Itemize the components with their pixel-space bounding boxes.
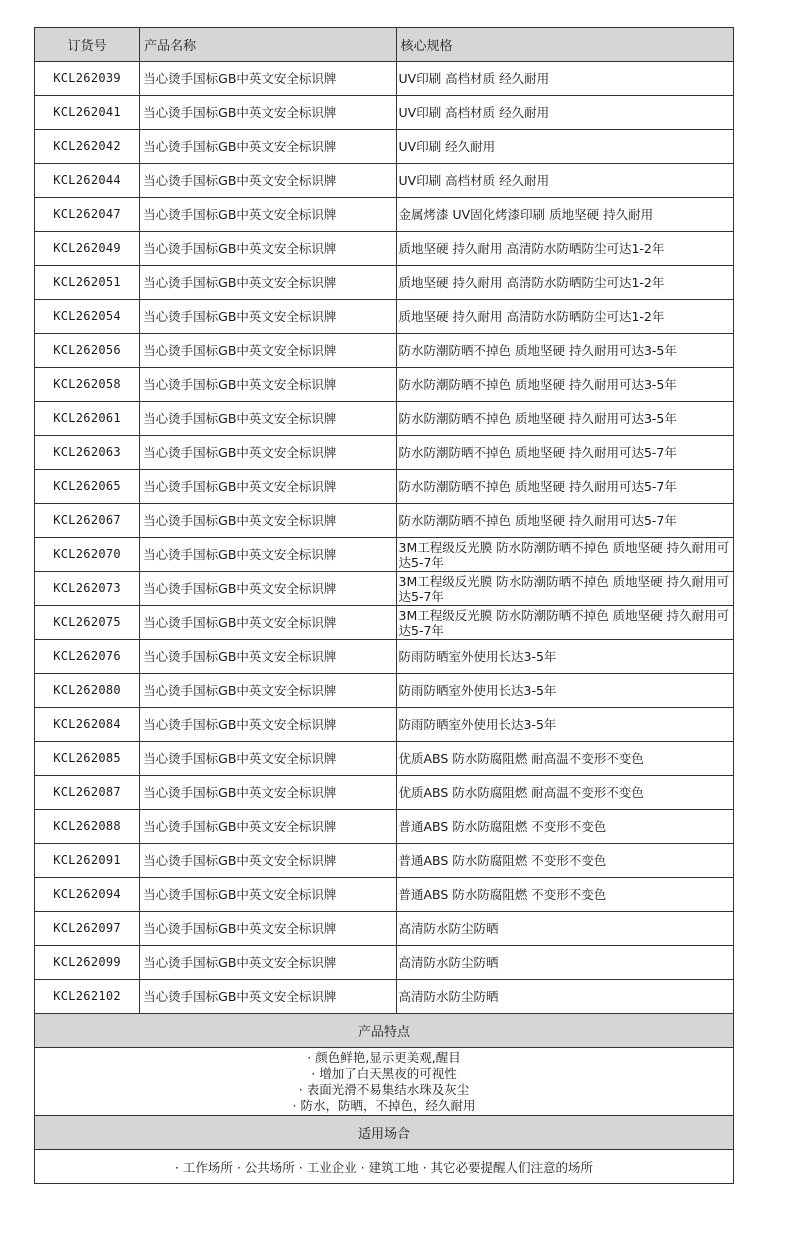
order-number-cell: KCL262065 (35, 470, 140, 504)
core-spec-cell: UV印刷 经久耐用 (396, 130, 734, 164)
table-row (35, 572, 734, 606)
column-header-product-name: 产品名称 (140, 28, 396, 62)
order-number-cell: KCL262084 (35, 708, 140, 742)
table-row (35, 436, 734, 470)
core-spec-cell: 防水防潮防晒不掉色 质地坚硬 持久耐用可达5-7年 (396, 436, 734, 470)
product-name-cell: 当心烫手国标GB中英文安全标识牌 (140, 130, 396, 164)
product-table (34, 27, 734, 1184)
order-number-cell: KCL262054 (35, 300, 140, 334)
order-number-cell: KCL262088 (35, 810, 140, 844)
table-row (35, 198, 734, 232)
table-row (35, 266, 734, 300)
table-row (35, 62, 734, 96)
product-name-cell: 当心烫手国标GB中英文安全标识牌 (140, 470, 396, 504)
table-row (35, 844, 734, 878)
order-number-cell: KCL262070 (35, 538, 140, 572)
order-number-cell: KCL262049 (35, 232, 140, 266)
product-name-cell: 当心烫手国标GB中英文安全标识牌 (140, 844, 396, 878)
core-spec-cell: 3M工程级反光膜 防水防潮防晒不掉色 质地坚硬 持久耐用可达5-7年 (396, 572, 734, 606)
product-name-cell: 当心烫手国标GB中英文安全标识牌 (140, 402, 396, 436)
product-name-cell: 当心烫手国标GB中英文安全标识牌 (140, 334, 396, 368)
product-name-cell: 当心烫手国标GB中英文安全标识牌 (140, 606, 396, 640)
order-number-cell: KCL262102 (35, 980, 140, 1014)
core-spec-cell: 普通ABS 防水防腐阻燃 不变形不变色 (396, 878, 734, 912)
table-row (35, 674, 734, 708)
core-spec-cell: UV印刷 高档材质 经久耐用 (396, 62, 734, 96)
order-number-cell: KCL262042 (35, 130, 140, 164)
order-number-cell: KCL262067 (35, 504, 140, 538)
order-number-cell: KCL262051 (35, 266, 140, 300)
core-spec-cell: 防雨防晒室外使用长达3-5年 (396, 640, 734, 674)
table-row (35, 538, 734, 572)
product-name-cell: 当心烫手国标GB中英文安全标识牌 (140, 62, 396, 96)
table-row (35, 470, 734, 504)
feature-item: · 防水，防晒，不掉色，经久耐用 (292, 1097, 476, 1113)
product-name-cell: 当心烫手国标GB中英文安全标识牌 (140, 572, 396, 606)
core-spec-cell: 普通ABS 防水防腐阻燃 不变形不变色 (396, 810, 734, 844)
order-number-cell: KCL262097 (35, 912, 140, 946)
table-header-row (35, 28, 734, 62)
product-name-cell: 当心烫手国标GB中英文安全标识牌 (140, 912, 396, 946)
order-number-cell: KCL262058 (35, 368, 140, 402)
table-row (35, 776, 734, 810)
table-row (35, 742, 734, 776)
table-row (35, 640, 734, 674)
features-title-row (35, 1014, 734, 1048)
column-header-core-spec: 核心规格 (396, 28, 734, 62)
order-number-cell: KCL262087 (35, 776, 140, 810)
core-spec-cell: 质地坚硬 持久耐用 高清防水防晒防尘可达1-2年 (396, 266, 734, 300)
table-row (35, 878, 734, 912)
table-row (35, 232, 734, 266)
table-row (35, 708, 734, 742)
order-number-cell: KCL262044 (35, 164, 140, 198)
feature-item: · 颜色鲜艳,显示更美观,醒目 (307, 1049, 461, 1065)
product-name-cell: 当心烫手国标GB中英文安全标识牌 (140, 538, 396, 572)
product-name-cell: 当心烫手国标GB中英文安全标识牌 (140, 776, 396, 810)
product-name-cell: 当心烫手国标GB中英文安全标识牌 (140, 878, 396, 912)
table-row (35, 810, 734, 844)
core-spec-cell: 高清防水防尘防晒 (396, 980, 734, 1014)
core-spec-cell: 高清防水防尘防晒 (396, 946, 734, 980)
table-row (35, 368, 734, 402)
table-row (35, 504, 734, 538)
product-name-cell: 当心烫手国标GB中英文安全标识牌 (140, 232, 396, 266)
table-row (35, 606, 734, 640)
core-spec-cell: 防水防潮防晒不掉色 质地坚硬 持久耐用可达3-5年 (396, 402, 734, 436)
table-row (35, 334, 734, 368)
product-name-cell: 当心烫手国标GB中英文安全标识牌 (140, 504, 396, 538)
core-spec-cell: 3M工程级反光膜 防水防潮防晒不掉色 质地坚硬 持久耐用可达5-7年 (396, 538, 734, 572)
core-spec-cell: UV印刷 高档材质 经久耐用 (396, 96, 734, 130)
core-spec-cell: 金属烤漆 UV固化烤漆印刷 质地坚硬 持久耐用 (396, 198, 734, 232)
product-name-cell: 当心烫手国标GB中英文安全标识牌 (140, 742, 396, 776)
table-row (35, 164, 734, 198)
core-spec-cell: 普通ABS 防水防腐阻燃 不变形不变色 (396, 844, 734, 878)
table-row (35, 946, 734, 980)
table-row (35, 912, 734, 946)
order-number-cell: KCL262039 (35, 62, 140, 96)
core-spec-cell: 优质ABS 防水防腐阻燃 耐高温不变形不变色 (396, 776, 734, 810)
features-cell (35, 1048, 734, 1116)
order-number-cell: KCL262047 (35, 198, 140, 232)
core-spec-cell: 3M工程级反光膜 防水防潮防晒不掉色 质地坚硬 持久耐用可达5-7年 (396, 606, 734, 640)
order-number-cell: KCL262076 (35, 640, 140, 674)
order-number-cell: KCL262073 (35, 572, 140, 606)
core-spec-cell: 优质ABS 防水防腐阻燃 耐高温不变形不变色 (396, 742, 734, 776)
column-header-order-number: 订货号 (35, 28, 140, 62)
order-number-cell: KCL262080 (35, 674, 140, 708)
order-number-cell: KCL262075 (35, 606, 140, 640)
core-spec-cell: 质地坚硬 持久耐用 高清防水防晒防尘可达1-2年 (396, 300, 734, 334)
places-text: · 工作场所 · 公共场所 · 工业企业 · 建筑工地 · 其它必要提醒人们注意的场所 (35, 1150, 734, 1184)
order-number-cell: KCL262085 (35, 742, 140, 776)
features-title: 产品特点 (35, 1014, 734, 1048)
product-name-cell: 当心烫手国标GB中英文安全标识牌 (140, 300, 396, 334)
product-name-cell: 当心烫手国标GB中英文安全标识牌 (140, 640, 396, 674)
core-spec-cell: 防水防潮防晒不掉色 质地坚硬 持久耐用可达5-7年 (396, 470, 734, 504)
table-row (35, 300, 734, 334)
places-row (35, 1150, 734, 1184)
product-name-cell: 当心烫手国标GB中英文安全标识牌 (140, 368, 396, 402)
core-spec-cell: 防水防潮防晒不掉色 质地坚硬 持久耐用可达3-5年 (396, 334, 734, 368)
product-name-cell: 当心烫手国标GB中英文安全标识牌 (140, 436, 396, 470)
core-spec-cell: 高清防水防尘防晒 (396, 912, 734, 946)
product-name-cell: 当心烫手国标GB中英文安全标识牌 (140, 810, 396, 844)
core-spec-cell: 防水防潮防晒不掉色 质地坚硬 持久耐用可达3-5年 (396, 368, 734, 402)
core-spec-cell: 防雨防晒室外使用长达3-5年 (396, 674, 734, 708)
table-row (35, 980, 734, 1014)
core-spec-cell: 防水防潮防晒不掉色 质地坚硬 持久耐用可达5-7年 (396, 504, 734, 538)
table-row (35, 130, 734, 164)
order-number-cell: KCL262063 (35, 436, 140, 470)
product-name-cell: 当心烫手国标GB中英文安全标识牌 (140, 674, 396, 708)
order-number-cell: KCL262041 (35, 96, 140, 130)
places-title: 适用场合 (35, 1116, 734, 1150)
feature-item: · 表面光滑不易集结水珠及灰尘 (298, 1081, 470, 1097)
product-name-cell: 当心烫手国标GB中英文安全标识牌 (140, 164, 396, 198)
order-number-cell: KCL262091 (35, 844, 140, 878)
product-name-cell: 当心烫手国标GB中英文安全标识牌 (140, 708, 396, 742)
product-name-cell: 当心烫手国标GB中英文安全标识牌 (140, 96, 396, 130)
product-name-cell: 当心烫手国标GB中英文安全标识牌 (140, 198, 396, 232)
order-number-cell: KCL262061 (35, 402, 140, 436)
core-spec-cell: UV印刷 高档材质 经久耐用 (396, 164, 734, 198)
product-name-cell: 当心烫手国标GB中英文安全标识牌 (140, 980, 396, 1014)
order-number-cell: KCL262094 (35, 878, 140, 912)
table-row (35, 402, 734, 436)
core-spec-cell: 防雨防晒室外使用长达3-5年 (396, 708, 734, 742)
places-title-row (35, 1116, 734, 1150)
order-number-cell: KCL262056 (35, 334, 140, 368)
table-row (35, 96, 734, 130)
table-body (35, 62, 734, 1014)
order-number-cell: KCL262099 (35, 946, 140, 980)
feature-item: · 增加了白天黑夜的可视性 (311, 1065, 457, 1081)
product-name-cell: 当心烫手国标GB中英文安全标识牌 (140, 946, 396, 980)
product-name-cell: 当心烫手国标GB中英文安全标识牌 (140, 266, 396, 300)
features-row (35, 1048, 734, 1116)
core-spec-cell: 质地坚硬 持久耐用 高清防水防晒防尘可达1-2年 (396, 232, 734, 266)
